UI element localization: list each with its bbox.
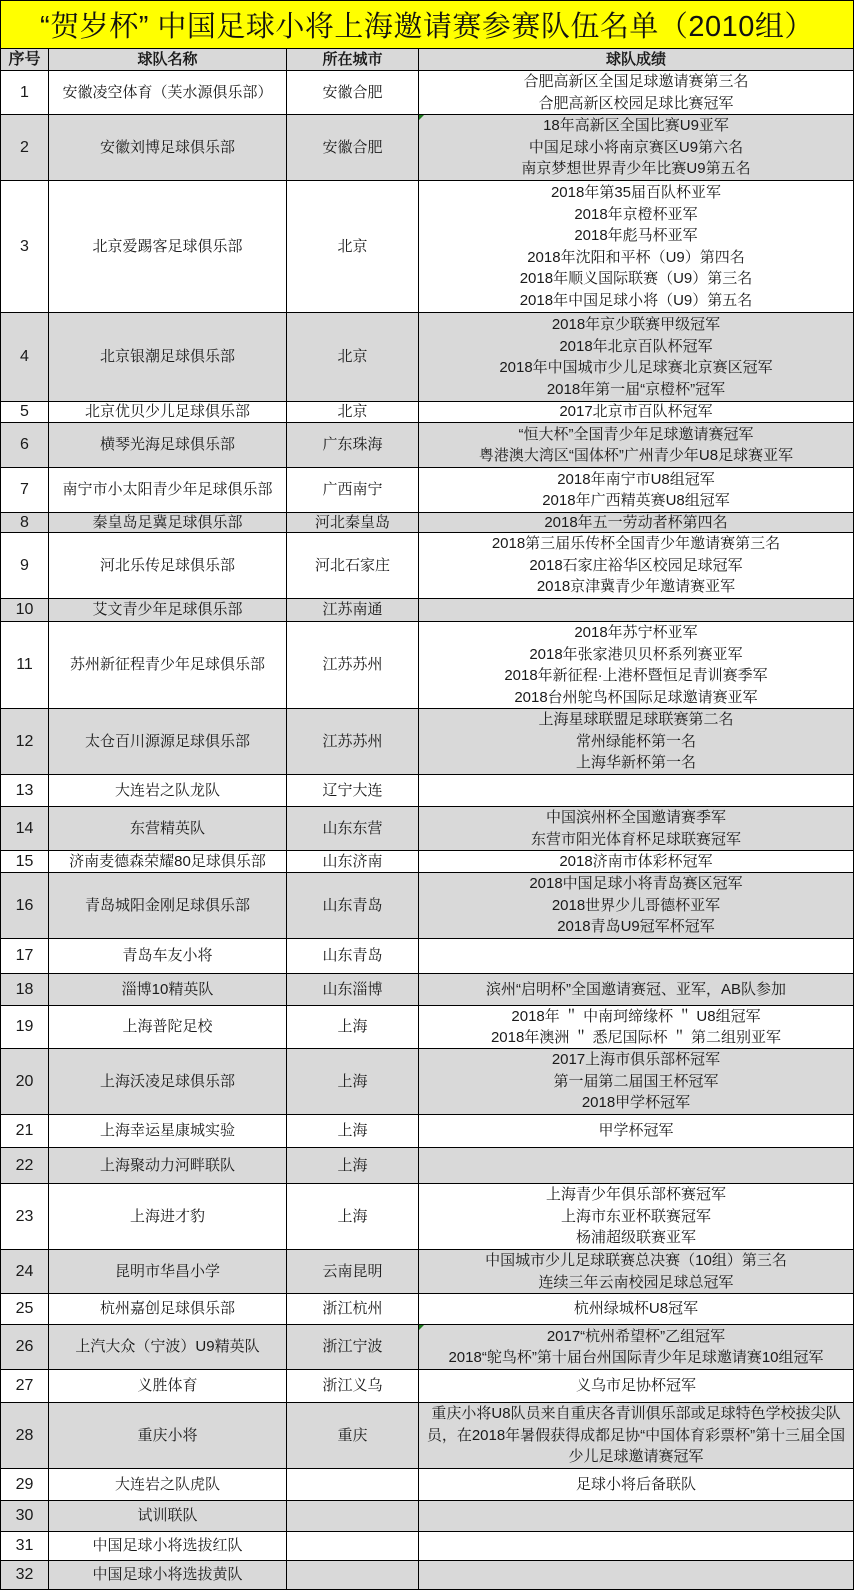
cell-team-name: 苏州新征程青少年足球俱乐部 [49,622,287,708]
cell-team-name: 太仓百川源源足球俱乐部 [49,709,287,774]
table-row [1,851,854,873]
achievement-line: 上海星球联盟足球联赛第二名 [538,711,734,729]
table-row [1,1501,854,1532]
achievement-line: 2018台州鸵鸟杯国际足球邀请赛亚军 [514,688,758,706]
cell-team-name: 南宁市小太阳青少年足球俱乐部 [49,468,287,512]
cell-team-name: 北京优贝少儿足球俱乐部 [49,402,287,422]
achievement-line: 2018世界少儿哥德杯亚军 [551,896,721,914]
table-row [1,1184,854,1250]
cell-index: 17 [1,939,49,973]
cell-index: 10 [1,599,49,621]
cell-city: 上海 [287,1006,419,1048]
achievement-line: 2018甲学杯冠军 [581,1094,691,1112]
cell-index: 23 [1,1184,49,1249]
cell-achievements [419,1469,854,1500]
achievement-line: 2018年中国足球小将（U9）第五名 [519,291,753,309]
achievement-line: 上海市东亚杯联赛冠军 [560,1207,711,1225]
achievement-line: 2018年南宁市U8组冠军 [557,470,715,488]
cell-index: 20 [1,1049,49,1114]
achievement-line: 2018年新征程·上港杯暨恒足青训赛季军 [504,667,768,684]
cell-city: 重庆 [287,1403,419,1468]
achievement-line: 2018年顺义国际联赛（U9）第三名 [519,270,753,287]
cell-team-name: 东营精英队 [49,807,287,850]
cell-index: 13 [1,775,49,806]
table-row [1,313,854,402]
cell-team-name: 试训联队 [49,1501,287,1531]
header-team-name: 球队名称 [49,49,287,70]
cell-achievements [419,1403,854,1468]
cell-achievements [419,402,854,422]
table-row [1,423,854,468]
table-row [1,622,854,709]
cell-city: 上海 [287,1049,419,1114]
cell-index: 27 [1,1370,49,1402]
cell-city: 江苏苏州 [287,622,419,708]
cell-index: 3 [1,181,49,312]
cell-city: 河北石家庄 [287,533,419,598]
achievement-line: 杨浦超级联赛亚军 [575,1229,696,1247]
cell-team-name: 安徽刘博足球俱乐部 [49,115,287,180]
cell-city: 江苏南通 [287,599,419,621]
achievement-line: 2018年京少联赛甲级冠军 [551,316,721,333]
table-row [1,1006,854,1049]
cell-team-name: 北京银潮足球俱乐部 [49,313,287,401]
table-row [1,1403,854,1469]
achievement-line: “恒大杯”全国青少年足球邀请赛冠军 [518,425,754,443]
table-row [1,115,854,181]
cell-city: 北京 [287,181,419,312]
cell-index: 12 [1,709,49,774]
cell-team-name: 艾文青少年足球俱乐部 [49,599,287,621]
cell-achievements [419,313,854,401]
cell-index: 5 [1,402,49,422]
table-row [1,1561,854,1590]
achievement-line: 中国足球小将南京赛区U9第六名 [528,138,744,156]
cell-note-indicator-icon [419,115,424,120]
achievement-line: 2018年京橙杯亚军 [574,205,698,223]
achievement-line: 2018京津冀青少年邀请赛亚军 [536,578,736,596]
cell-index: 4 [1,313,49,401]
cell-achievements [419,851,854,872]
cell-index: 6 [1,423,49,467]
achievement-line: 上海华新杯第一名 [575,754,696,772]
achievement-line: 2018年北京百队杯冠军 [559,337,713,355]
cell-team-name: 中国足球小将选拔黄队 [49,1561,287,1589]
cell-city: 上海 [287,1184,419,1249]
achievement-line: 2018年五一劳动者杯第四名 [544,513,728,531]
cell-team-name: 青岛车友小将 [49,939,287,973]
cell-achievements [419,1250,854,1293]
table-row [1,873,854,939]
achievement-line: 2018年苏宁杯亚军 [574,624,698,641]
achievement-line: 2018年沈阳和平杯（U9）第四名 [527,248,745,266]
achievement-line: 2018石家庄裕华区校园足球冠军 [529,556,743,574]
achievement-line: 2018青岛U9冠军杯冠军 [557,918,715,936]
achievement-line: 2018中国足球小将青岛赛区冠军 [529,875,743,893]
table-row [1,709,854,775]
cell-achievements [419,1370,854,1402]
cell-team-name: 中国足球小将选拔红队 [49,1532,287,1560]
cell-team-name: 上海幸运星康城实验 [49,1115,287,1147]
achievement-line: 中国滨州杯全国邀请赛季军 [545,809,726,826]
achievement-line: 2018第三届乐传杯全国青少年邀请赛第三名 [491,535,781,553]
achievement-line: 粤港澳大湾区“国体杯”广州青少年U8足球赛亚军 [478,447,794,464]
cell-team-name: 大连岩之队虎队 [49,1469,287,1500]
cell-city: 江苏苏州 [287,709,419,774]
cell-city: 北京 [287,402,419,422]
cell-team-name: 横琴光海足球俱乐部 [49,423,287,467]
table-row [1,402,854,423]
table-header-row [1,49,854,71]
table-row [1,974,854,1006]
cell-index: 31 [1,1532,49,1560]
cell-team-name: 昆明市华昌小学 [49,1250,287,1293]
cell-achievements [419,1501,854,1531]
header-achievements: 球队成绩 [419,49,854,70]
cell-team-name: 上海沃凌足球俱乐部 [49,1049,287,1114]
achievement-line: 义乌市足协杯冠军 [575,1377,696,1395]
table-row [1,1115,854,1148]
cell-city: 广东珠海 [287,423,419,467]
cell-achievements [419,1561,854,1589]
cell-city: 安徽合肥 [287,115,419,180]
cell-achievements [419,1184,854,1249]
cell-team-name: 义胜体育 [49,1370,287,1402]
cell-team-name: 安徽凌空体育（芙水源俱乐部） [49,71,287,114]
table-row [1,181,854,313]
cell-achievements [419,1325,854,1369]
cell-index: 11 [1,622,49,708]
cell-index: 25 [1,1294,49,1324]
cell-city: 上海 [287,1148,419,1183]
cell-achievements [419,873,854,938]
table-row [1,1325,854,1370]
achievement-line: 2018年张家港贝贝杯系列赛亚军 [529,645,743,663]
cell-note-indicator-icon [419,1325,424,1330]
table-row [1,1294,854,1325]
cell-city: 浙江杭州 [287,1294,419,1324]
achievement-line: 18年高新区全国比赛U9亚军 [543,117,729,135]
table-row [1,775,854,807]
cell-index: 18 [1,974,49,1005]
header-index: 序号 [1,49,49,70]
achievement-line: 2018年广西精英赛U8组冠军 [542,492,730,509]
cell-index: 30 [1,1501,49,1531]
cell-city [287,1501,419,1531]
cell-city [287,1469,419,1500]
cell-achievements [419,1532,854,1560]
cell-team-name: 上海聚动力河畔联队 [49,1148,287,1183]
achievement-line: 2018年第35届百队杯亚军 [550,184,722,201]
cell-achievements [419,181,854,312]
table-body [1,71,854,1590]
cell-achievements [419,1148,854,1183]
cell-index: 22 [1,1148,49,1183]
table-row [1,599,854,622]
cell-achievements [419,468,854,512]
table-row [1,1250,854,1294]
cell-city: 河北秦皇岛 [287,513,419,532]
cell-city: 山东青岛 [287,873,419,938]
cell-team-name: 大连岩之队龙队 [49,775,287,806]
page-title: “贺岁杯” 中国足球小将上海邀请赛参赛队伍名单（2010组） [1,0,854,49]
cell-city: 上海 [287,1115,419,1147]
table-row [1,533,854,599]
table-row [1,71,854,115]
achievement-line: 重庆小将U8队员来自重庆各青训俱乐部或足球特色学校拔尖队员，在2018年暑假获得成都足协“中国体育彩票杯”第十三届全国少儿足球邀请赛冠军 [426,1405,846,1466]
cell-team-name: 青岛城阳金刚足球俱乐部 [49,873,287,938]
cell-city: 浙江宁波 [287,1325,419,1369]
cell-achievements [419,533,854,598]
table-row [1,1469,854,1501]
cell-city: 山东淄博 [287,974,419,1005]
cell-team-name: 淄博10精英队 [49,974,287,1005]
achievement-line: 上海青少年俱乐部杯赛冠军 [545,1186,726,1204]
achievement-line: 南京梦想世界青少年比赛U9第五名 [521,160,751,178]
cell-team-name: 杭州嘉创足球俱乐部 [49,1294,287,1324]
cell-index: 16 [1,873,49,938]
cell-achievements [419,513,854,532]
achievement-line: 足球小将后备联队 [575,1475,696,1493]
cell-index: 2 [1,115,49,180]
cell-city: 安徽合肥 [287,71,419,114]
cell-team-name: 秦皇岛足冀足球俱乐部 [49,513,287,532]
cell-city: 辽宁大连 [287,775,419,806]
achievement-line: 合肥高新区全国足球邀请赛第三名 [523,73,749,90]
table-row [1,939,854,974]
cell-team-name: 河北乐传足球俱乐部 [49,533,287,598]
cell-index: 7 [1,468,49,512]
table-row [1,1370,854,1403]
cell-achievements [419,1006,854,1048]
cell-achievements [419,939,854,973]
cell-achievements [419,807,854,850]
achievement-line: 2018年 ＂ 中南珂缔缘杯 ＂ U8组冠军 [511,1007,761,1025]
achievement-line: 常州绿能杯第一名 [575,732,696,750]
achievement-line: 甲学杯冠军 [598,1122,674,1140]
cell-city [287,1561,419,1589]
cell-index: 1 [1,71,49,114]
table-row [1,513,854,533]
cell-index: 32 [1,1561,49,1589]
cell-index: 21 [1,1115,49,1147]
cell-achievements [419,974,854,1005]
achievement-line: 中国城市少儿足球联赛总决赛（10组）第三名 [485,1252,787,1269]
cell-team-name: 上汽大众（宁波）U9精英队 [49,1325,287,1369]
header-city: 所在城市 [287,49,419,70]
achievement-line: 2017北京市百队杯冠军 [559,403,713,421]
achievement-line: 2018年彪马杯亚军 [574,227,698,244]
achievement-line: 2018年澳洲 ＂ 悉尼国际杯 ＂ 第二组别亚军 [490,1029,782,1046]
cell-city: 广西南宁 [287,468,419,512]
achievement-line: 连续三年云南校园足球总冠军 [538,1273,734,1291]
cell-achievements [419,423,854,467]
cell-index: 8 [1,513,49,532]
cell-city: 北京 [287,313,419,401]
cell-team-name: 上海普陀足校 [49,1006,287,1048]
cell-index: 19 [1,1006,49,1048]
cell-index: 14 [1,807,49,850]
achievement-line: 2018年中国城市少儿足球赛北京赛区冠军 [499,359,773,376]
table-row [1,807,854,851]
achievement-line: 第一届第二届国王杯冠军 [553,1072,719,1090]
achievement-line: 2017上海市俱乐部杯冠军 [551,1051,721,1069]
cell-achievements [419,599,854,621]
cell-achievements [419,775,854,806]
cell-index: 28 [1,1403,49,1468]
cell-index: 15 [1,851,49,872]
cell-city [287,1532,419,1560]
cell-team-name: 济南麦德森荣耀80足球俱乐部 [49,851,287,872]
table-row [1,1049,854,1115]
cell-achievements [419,1115,854,1147]
cell-team-name: 上海进才豹 [49,1184,287,1249]
cell-achievements [419,71,854,114]
cell-index: 26 [1,1325,49,1369]
achievement-line: 2017“杭州希望杯”乙组冠军 [546,1327,726,1345]
achievement-line: 东营市阳光体育杯足球联赛冠军 [530,830,741,848]
cell-achievements [419,115,854,180]
cell-city: 山东济南 [287,851,419,872]
cell-city: 浙江义乌 [287,1370,419,1402]
cell-index: 29 [1,1469,49,1500]
achievement-line: 滨州“启明杯”全国邀请赛冠、亚军，AB队参加 [485,980,786,998]
cell-team-name: 北京爱踢客足球俱乐部 [49,181,287,312]
cell-index: 9 [1,533,49,598]
achievement-line: 2018“鸵鸟杯”第十届台州国际青少年足球邀请赛10组冠军 [448,1349,824,1366]
achievement-line: 合肥高新区校园足球比赛冠军 [538,94,734,112]
cell-team-name: 重庆小将 [49,1403,287,1468]
cell-city: 云南昆明 [287,1250,419,1293]
cell-achievements [419,1294,854,1324]
achievement-line: 杭州绿城杯U8冠军 [573,1300,699,1318]
cell-city: 山东青岛 [287,939,419,973]
cell-achievements [419,1049,854,1114]
achievement-line: 2018济南市体彩杯冠军 [559,852,713,870]
table-row [1,1532,854,1561]
cell-index: 24 [1,1250,49,1293]
table-row [1,468,854,513]
cell-achievements [419,622,854,708]
cell-city: 山东东营 [287,807,419,850]
cell-achievements [419,709,854,774]
achievement-line: 2018年第一届“京橙杯”冠军 [546,380,726,398]
table-row [1,1148,854,1184]
